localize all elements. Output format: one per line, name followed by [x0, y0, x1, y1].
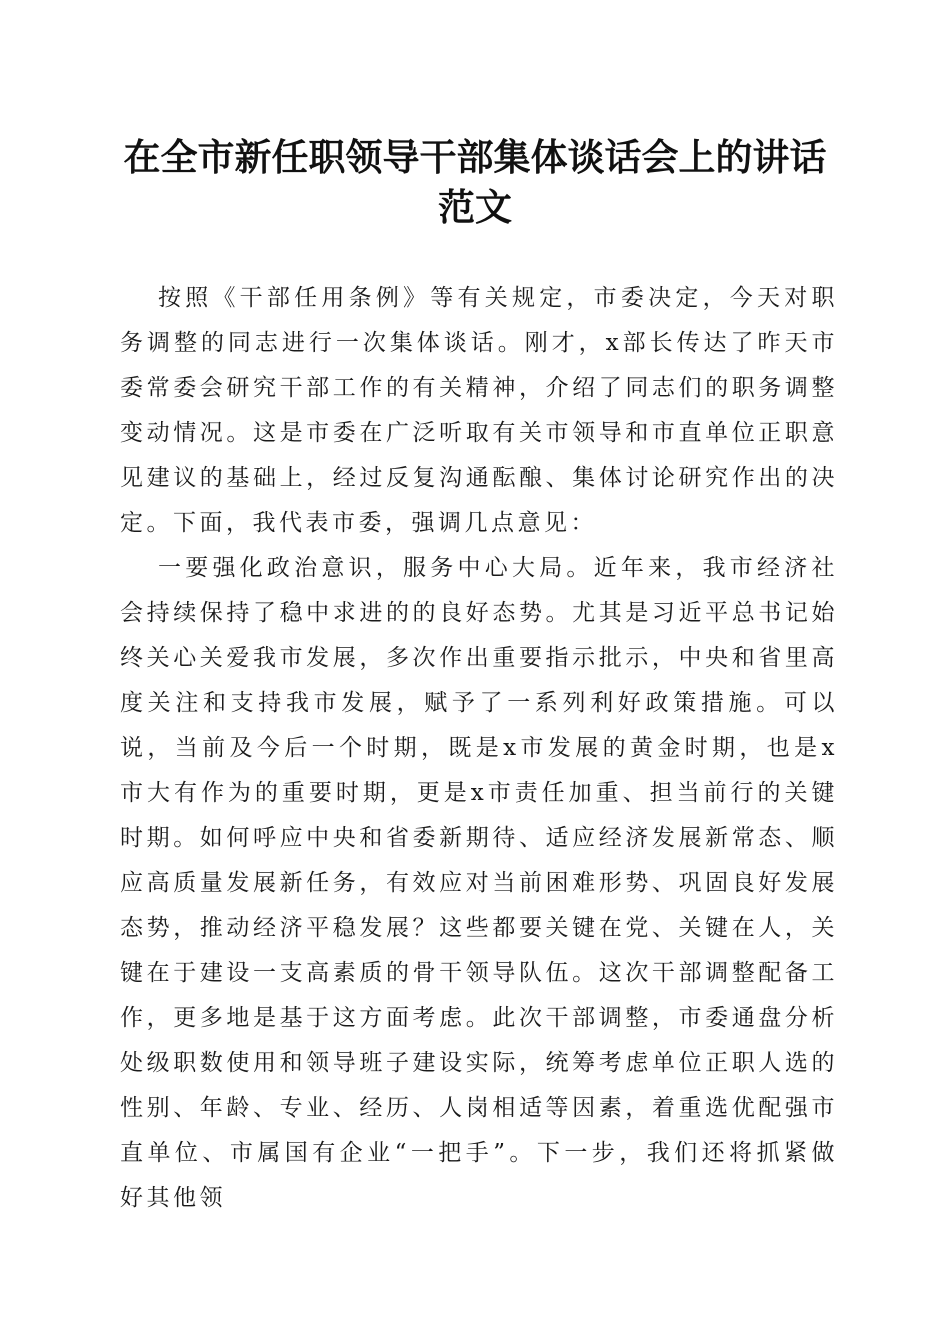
paragraph-point-one: 一要强化政治意识，服务中心大局。近年来，我市经济社会持续保持了稳中求进的的良好态势。尤其是习近平总书记始终关心关爱我市发展，多次作出重要指示批示，中央和省里高度关注和支持我市发展，赋予了一系列利好政策措施。可以说，当前及今后一个时期，既是x市发展的黄金时期，也是x市大有作为的重要时期，更是x市责任加重、担当前行的关键时期。如何呼应中央和省委新期待、适应经济发展新常态、顺应高质量发展新任务，有效应对当前困难形势、巩固良好发展态势，推动经济平稳发展？这些都要关键在党、关键在人，关键在于建设一支高素质的骨干领导队伍。这次干部调整配备工作，更多地是基于这方面考虑。此次干部调整，市委通盘分析处级职数使用和领导班子建设实际，统筹考虑单位正职人选的性别、年龄、专业、经历、人岗相适等因素，着重选优配强市直单位、市属国有企业“一把手”。下一步，我们还将抓紧做好其他领 — [120, 555, 838, 1211]
document-body — [120, 276, 838, 1221]
paragraph-intro: 按照《干部任用条例》等有关规定，市委决定，今天对职务调整的同志进行一次集体谈话。刚才，x部长传达了昨天市委常委会研究干部工作的有关精神，介绍了同志们的职务调整变动情况。这是市委在广泛听取有关市领导和市直单位正职意见建议的基础上，经过反复沟通酝酿、集体讨论研究作出的决定。下面，我代表市委，强调几点意见： — [120, 285, 838, 536]
document-title: 在全市新任职领导干部集体谈话会上的讲话范文 — [123, 135, 827, 229]
